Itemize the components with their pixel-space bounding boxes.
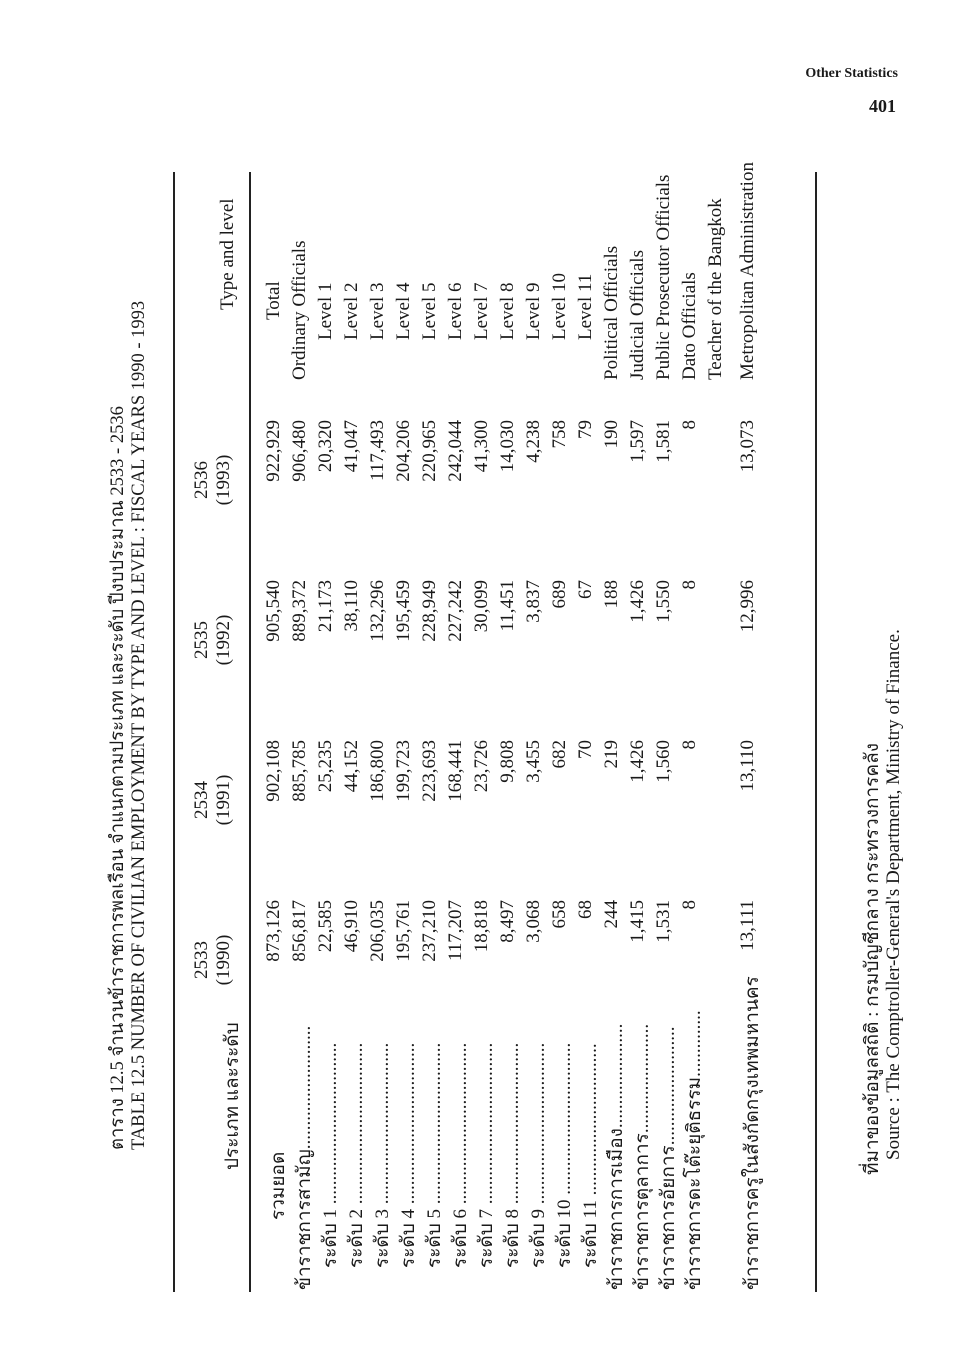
table-cell: 223,693 [419,740,440,802]
row-label-english: Metropolitan Administration [737,162,758,380]
row-label-thai: ข้าราชการการเมือง...................... [606,1023,627,1290]
row-label-thai: ระดับ 2 .................................. [346,1042,367,1268]
table-cell: 237,210 [419,900,440,962]
table-cell: 68 [575,900,596,919]
row-label-thai: ข้าราชการอัยการ......................... [658,1026,679,1290]
row-label-thai: ระดับ 5 .................................. [424,1042,445,1268]
table-cell: 14,030 [497,420,518,473]
table-cell: 79 [575,420,596,439]
row-label-english: Level 9 [523,282,544,340]
table-cell: 38,110 [341,580,362,632]
table-cell: 70 [575,740,596,759]
year-thai: 2533 [191,941,212,979]
table-cell: 190 [601,420,622,449]
row-label-english: Level 5 [419,282,440,340]
row-label-thai: ระดับ 7 .................................. [476,1042,497,1268]
table-cell: 8 [679,580,700,590]
table-cell: 1,426 [627,580,648,623]
year-english: (1993) [213,454,234,506]
table-cell: 1,415 [627,900,648,943]
table-title-english: TABLE 12.5 NUMBER OF CIVILIAN EMPLOYMENT BY TYPE AND LEVEL : FISCAL YEARS 1990 - 1993 [129,300,149,1150]
table-cell: 8 [679,420,700,430]
table-cell: 1,597 [627,420,648,463]
row-label-thai: ระดับ 6 .................................. [450,1042,471,1268]
row-label-thai: ระดับ 9 .................................. [528,1042,549,1268]
year-thai: 2536 [191,461,212,499]
year-header [191,740,235,860]
row-label-thai: ระดับ 4 .................................. [398,1042,419,1268]
table-cell: 856,817 [289,900,310,962]
row-label-english: Level 2 [341,282,362,340]
row-label-thai: ระดับ 1 .................................. [320,1042,341,1268]
table-cell: 922,929 [263,420,284,482]
table-cell: 682 [549,740,570,769]
column-header-thai: ประเภท และระดับ [222,1022,243,1170]
year-english: (1990) [213,934,234,986]
table-cell: 25,235 [315,740,336,793]
row-label-english: Teacher of the Bangkok [705,198,726,380]
row-label-english: Total [263,281,284,320]
row-label-thai: ระดับ 11 ................................ [580,1043,601,1268]
table-cell: 188 [601,580,622,609]
row-label-english: Level 1 [315,282,336,340]
table-cell: 220,965 [419,420,440,482]
table-cell: 1,426 [627,740,648,783]
table-cell: 117,493 [367,420,388,482]
table-cell: 3,068 [523,900,544,943]
table-cell: 20,320 [315,420,336,473]
table-cell: 228,949 [419,580,440,642]
table-cell: 3,837 [523,580,544,623]
table-cell: 8 [679,740,700,750]
table-cell: 21,173 [315,580,336,633]
row-label-english: Level 7 [471,282,492,340]
table-cell: 195,761 [393,900,414,962]
row-label-thai: ข้าราชการครูในสังกัดกรุงเทพมหานคร [742,976,763,1290]
table-cell: 873,126 [263,900,284,962]
year-thai: 2534 [191,781,212,819]
row-label-english: Political Officials [601,245,622,380]
table-cell: 206,035 [367,900,388,962]
row-label-thai: ข้าราชการตุลาการ....................... [632,1023,653,1290]
table-cell: 758 [549,420,570,449]
table-cell: 1,550 [653,580,674,623]
year-english: (1991) [213,774,234,826]
table-cell: 885,785 [289,740,310,802]
column-header-english: Type and level [217,198,238,310]
table-cell: 22,585 [315,900,336,953]
row-label-thai: ระดับ 3 .................................. [372,1042,393,1268]
row-label-english: Level 11 [575,273,596,340]
table-cell: 195,459 [393,580,414,642]
table-cell: 1,560 [653,740,674,783]
table-cell: 23,726 [471,740,492,793]
table-cell: 132,296 [367,580,388,642]
table-cell: 1,531 [653,900,674,943]
row-label-thai: ระดับ 8 .................................. [502,1042,523,1268]
row-label-english: Public Prosecutor Officials [653,174,674,380]
table-cell: 168,441 [445,740,466,802]
rotated-table-page [95,120,935,1340]
row-label-english: Level 10 [549,272,570,340]
row-label-english: Level 3 [367,282,388,340]
page-number: 401 [869,96,896,116]
table-title-thai: ตาราง 12.5 จำนวนข้าราชการพลเรือน จำแนกตามประเภท และระดับ ปีงบประมาณ 2533 - 2536 [108,406,128,1150]
table-cell: 13,111 [737,900,758,951]
row-label-english: Level 4 [393,282,414,340]
table-cell: 244 [601,900,622,929]
header-rule [249,172,251,1292]
table-cell: 1,581 [653,420,674,463]
source-thai: ที่มาของข้อมูลสถิติ : กรมบัญชีกลาง กระทรวงการคลัง [862,743,883,1175]
table-cell: 199,723 [393,740,414,802]
table-cell: 3,455 [523,740,544,783]
row-label-thai: รวมยอด [268,1151,289,1220]
table-cell: 905,540 [263,580,284,642]
table-cell: 30,099 [471,580,492,633]
row-label-thai: ข้าราชการสามัญ.......................... [294,1025,315,1290]
top-rule [173,172,175,1292]
table-cell: 242,044 [445,420,466,482]
section-header: Other Statistics [805,66,898,81]
table-cell: 44,152 [341,740,362,793]
row-label-english: Ordinary Officials [289,240,310,380]
table-cell: 13,110 [737,740,758,792]
year-header [191,580,235,700]
row-label-thai: ระดับ 10 ................................ [554,1042,575,1268]
table-cell: 204,206 [393,420,414,482]
row-label-english: Level 8 [497,282,518,340]
table-cell: 227,242 [445,580,466,642]
year-header [191,420,235,540]
source-english: Source : The Comptroller-General's Department, Ministry of Finance. [883,629,904,1160]
table-cell: 117,207 [445,900,466,962]
row-label-english: Judicial Officials [627,250,648,380]
row-label-english: Dato Officials [679,272,700,380]
table-cell: 186,800 [367,740,388,802]
year-thai: 2535 [191,621,212,659]
table-cell: 12,996 [737,580,758,633]
table-cell: 889,372 [289,580,310,642]
table-cell: 67 [575,580,596,599]
bottom-rule [815,172,817,1292]
table-cell: 219 [601,740,622,769]
table-cell: 902,108 [263,740,284,802]
row-label-english: Level 6 [445,282,466,340]
table-cell: 11,451 [497,580,518,632]
table-cell: 18,818 [471,900,492,953]
table-cell: 9,808 [497,740,518,783]
table-cell: 689 [549,580,570,609]
table-cell: 13,073 [737,420,758,473]
year-english: (1992) [213,614,234,666]
year-header [191,900,235,1020]
table-cell: 41,047 [341,420,362,473]
table-cell: 46,910 [341,900,362,953]
table-cell: 41,300 [471,420,492,473]
table-cell: 8,497 [497,900,518,943]
table-cell: 658 [549,900,570,929]
table-cell: 4,238 [523,420,544,463]
table-cell: 8 [679,900,700,910]
row-label-thai: ข้าราชการดะโต๊ะยุติธรรม.............. [684,1010,705,1290]
table-cell: 906,480 [289,420,310,482]
